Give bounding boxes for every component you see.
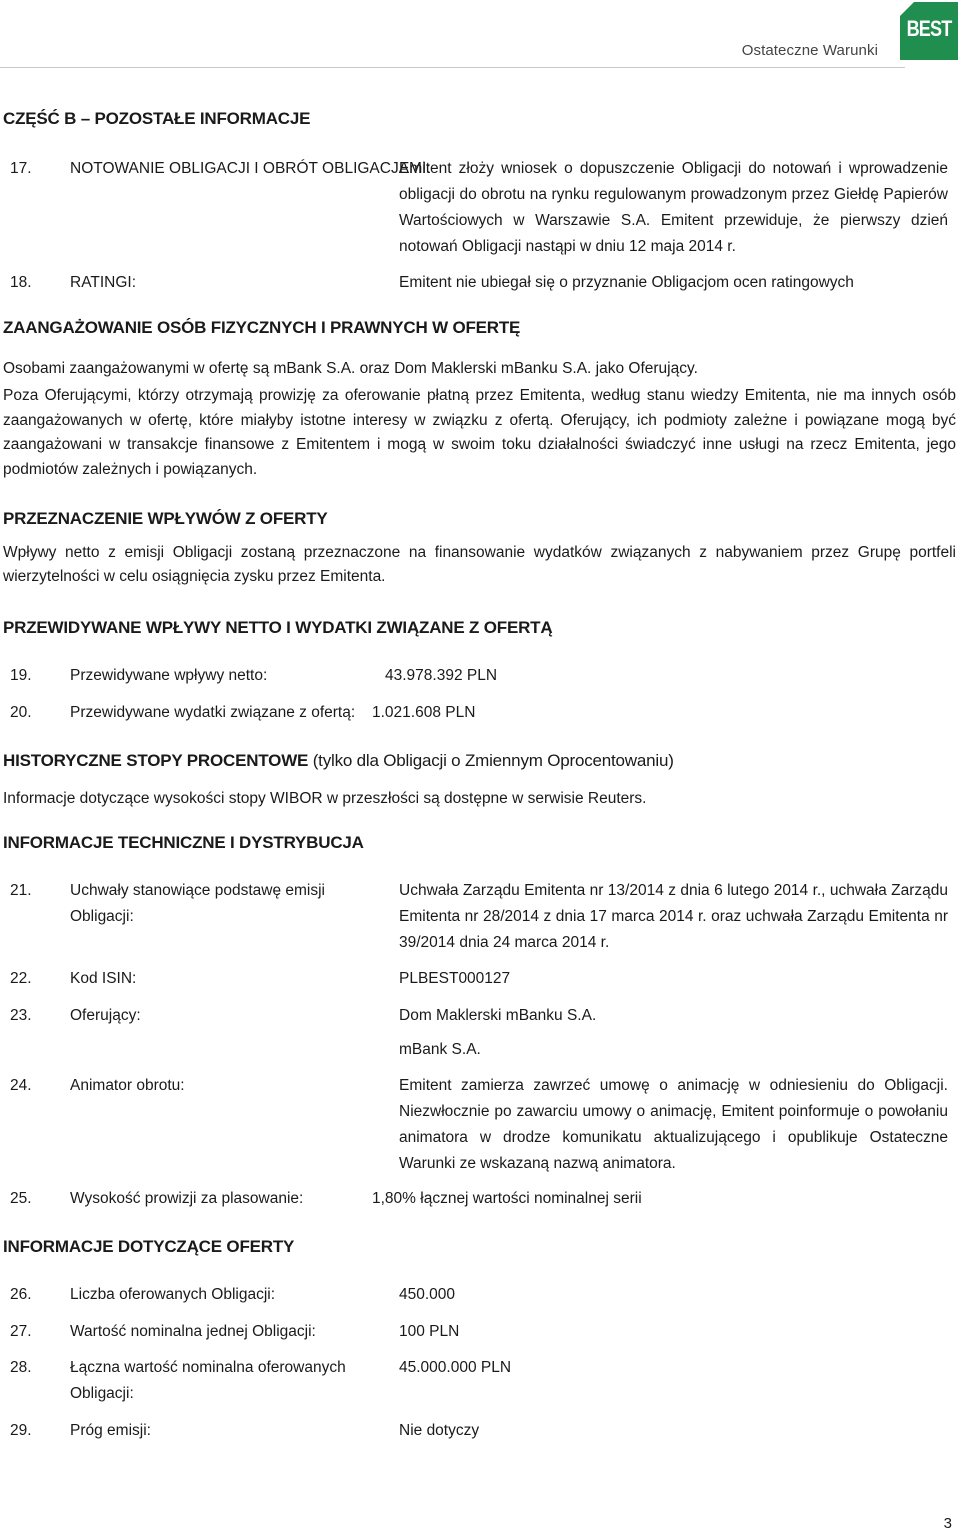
item-label: Liczba oferowanych Obligacji: <box>70 1286 276 1303</box>
item-label: Przewidywane wydatki związane z ofertą: <box>70 704 356 721</box>
expected-proceeds-heading: PRZEWIDYWANE WPŁYWY NETTO I WYDATKI ZWIĄZANE Z OFERTĄ <box>3 618 553 637</box>
logo-corner <box>900 2 914 16</box>
item-label: RATINGI: <box>70 274 137 291</box>
historical-rates-note: (tylko dla Obligacji o Zmiennym Oprocentowaniu) <box>308 751 674 770</box>
item-value: 45.000.000 PLN <box>399 1359 512 1376</box>
technical-heading: INFORMACJE TECHNICZNE I DYSTRYBUCJA <box>3 833 364 852</box>
item-number: 28. <box>10 1359 32 1376</box>
item-label: Wartość nominalna jednej Obligacji: <box>70 1323 316 1340</box>
item-label: Oferujący: <box>70 1007 141 1024</box>
item-number: 19. <box>10 667 32 684</box>
item-label: Próg emisji: <box>70 1422 151 1439</box>
item-number: 27. <box>10 1323 32 1340</box>
item-label: Przewidywane wpływy netto: <box>70 667 268 684</box>
part-b-heading: CZĘŚĆ B – POZOSTAŁE INFORMACJE <box>3 109 311 128</box>
best-logo <box>900 2 958 60</box>
historical-rates-title: HISTORYCZNE STOPY PROCENTOWE <box>3 751 309 770</box>
use-of-proceeds-heading: PRZEZNACZENIE WPŁYWÓW Z OFERTY <box>3 509 328 528</box>
item-label: Łączna wartość nominalna oferowanych Obligacji: <box>70 1359 346 1402</box>
page-header <box>0 0 960 68</box>
involvement-heading: ZAANGAŻOWANIE OSÓB FIZYCZNYCH I PRAWNYCH W OFERTĘ <box>3 318 521 337</box>
item-label: Animator obrotu: <box>70 1077 185 1094</box>
item-number: 18. <box>10 274 32 291</box>
item-number: 17. <box>10 160 32 177</box>
item-label: Wysokość prowizji za plasowanie: <box>70 1190 304 1207</box>
item-number: 26. <box>10 1286 32 1303</box>
logo-text: BEST <box>906 16 952 41</box>
involvement-paragraph-1: Osobami zaangażowanymi w ofertę są mBank S.A. oraz Dom Maklerski mBanku S.A. jako Oferujący. <box>3 360 698 377</box>
item-value-line-2: mBank S.A. <box>399 1041 481 1058</box>
item-value: Uchwała Zarządu Emitenta nr 13/2014 z dnia 6 lutego 2014 r., uchwała Zarządu Emitenta nr 28/2014 z dnia 17 marca 2014 r. oraz uchwała Zarządu Emitenta nr 39/2014 dnia 24 marca 2014 r. <box>399 882 948 951</box>
offer-info-heading: INFORMACJE DOTYCZĄCE OFERTY <box>3 1237 295 1256</box>
item-number: 21. <box>10 882 32 899</box>
item-value-line-1: Dom Maklerski mBanku S.A. <box>399 1007 597 1024</box>
item-number: 29. <box>10 1422 32 1439</box>
item-value: Emitent złoży wniosek o dopuszczenie Obligacji do notowań i wprowadzenie obligacji do obrotu na rynku regulowanym prowadzonym przez Giełdę Papierów Wartościowych w Warszawie S.A. Emitent przewiduje, że pierwszy dzień notowań Obligacji nastąpi w dniu 12 maja 2014 r. <box>399 160 948 255</box>
item-value: Emitent zamierza zawrzeć umowę o animację w odniesieniu do Obligacji. Niezwłocznie po zawarciu umowy o animację, Emitent poinformuje o powołaniu animatora w drodze komunikatu aktualizującego i opublikuje Ostateczne Warunki ze wskazaną nazwą animatora. <box>399 1077 948 1172</box>
header-title: Ostateczne Warunki <box>741 42 878 59</box>
item-number: 25. <box>10 1190 32 1207</box>
item-number: 22. <box>10 970 32 987</box>
item-number: 23. <box>10 1007 32 1024</box>
item-value: 1,80% łącznej wartości nominalnej serii <box>372 1190 642 1207</box>
header-divider <box>0 67 905 68</box>
item-number: 24. <box>10 1077 32 1094</box>
historical-rates-paragraph: Informacje dotyczące wysokości stopy WIBOR w przeszłości są dostępne w serwisie Reuters. <box>3 790 647 807</box>
item-label: NOTOWANIE OBLIGACJI I OBRÓT OBLIGACJAMI: <box>70 160 431 177</box>
item-value: Nie dotyczy <box>399 1422 480 1439</box>
item-value: 43.978.392 PLN <box>385 667 498 684</box>
item-number: 20. <box>10 704 32 721</box>
page-number: 3 <box>943 1515 952 1532</box>
item-label: Uchwały stanowiące podstawę emisji Obligacji: <box>70 882 326 925</box>
historical-rates-heading <box>3 751 674 771</box>
involvement-paragraph-2: Poza Oferującymi, którzy otrzymają prowizję za oferowanie płatną przez Emitenta, według stanu wiedzy Emitenta, nie ma innych osób zaangażowanych w ofertę, które miałyby istotne interesy w związku z ofertą. Oferujący, ich podmioty zależne i powiązane mogą być zaangażowani w transakcje finansowe z Emitentem i mogą w swoim toku działalności świadczyć inne usługi na rzecz Emitenta, jego podmiotów zależnych i powiązanych. <box>3 387 956 478</box>
item-value: 450.000 <box>399 1286 456 1303</box>
item-label: Kod ISIN: <box>70 970 137 987</box>
item-value: PLBEST000127 <box>399 970 511 987</box>
item-value: Emitent nie ubiegał się o przyznanie Obligacjom ocen ratingowych <box>399 274 854 291</box>
item-value: 1.021.608 PLN <box>372 704 476 721</box>
use-of-proceeds-paragraph: Wpływy netto z emisji Obligacji zostaną przeznaczone na finansowanie wydatków związanych z nabywaniem przez Grupę portfeli wierzytelności w celu osiągnięcia zysku przez Emitenta. <box>3 544 956 585</box>
item-value: 100 PLN <box>399 1323 460 1340</box>
